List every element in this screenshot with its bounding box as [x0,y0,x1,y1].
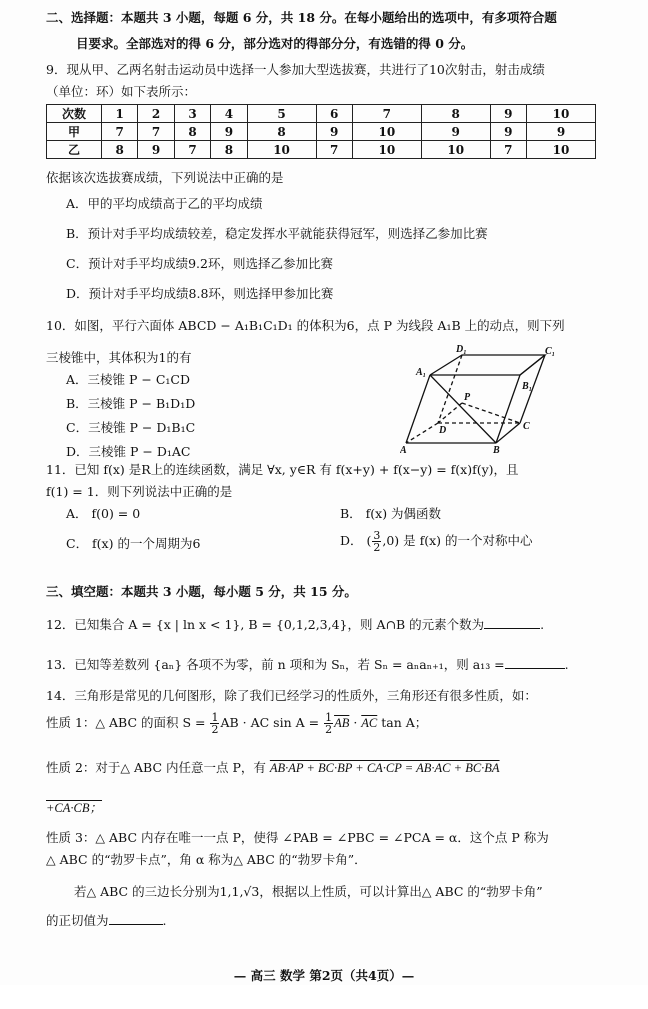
table-cell: 7 [138,123,174,141]
property-1-suffix: tan A； [381,715,428,730]
table-cell: 9 [421,123,490,141]
q14-end: . [162,913,167,928]
table-cell: 3 [174,105,210,123]
table-cell: 9 [490,105,526,123]
fraction-denominator: 2 [211,723,219,736]
q11-stem-cont: f(1) = 1．则下列说法中正确的是 [46,484,233,499]
table-cell: 7 [352,105,421,123]
table-row [47,123,596,141]
q9-option-a: A．甲的平均成绩高于乙的平均成绩 [66,196,263,211]
property-1-middle: AB · AC sin A = [220,715,320,730]
table-cell: 10 [421,141,490,159]
fraction-three-halves [372,530,381,553]
q10-option-b: B．三棱锥 P − B₁D₁D [66,396,196,411]
page-footer: — 高三 数学 第2页（共4页）— [233,968,415,983]
segment-pc-hidden [462,403,520,423]
fraction-numerator: 3 [373,529,381,542]
q12 [46,616,544,633]
q9-option-d: D．预计对手平均成绩8.8环，则选择甲参加比赛 [66,286,334,301]
q14-stem: 14．三角形是常见的几何图形，除了我们已经学习的性质外，三角形还有很多性质，如： [46,688,537,703]
table-cell: 8 [174,123,210,141]
table-cell: 9 [490,123,526,141]
table-cell: 9 [138,141,174,159]
q9-option-b: B．预计对手平均成绩较差，稳定发挥水平就能获得冠军，则选择乙参加比赛 [66,226,488,241]
property-1-prefix: 性质 1：△ ABC 的面积 S = [46,715,206,730]
label-p: P [464,392,471,403]
q11-option-c: C． f(x) 的一个周期为6 [66,536,201,551]
section3-heading: 三、填空题：本题共 3 小题，每小题 5 分，共 15 分。 [46,584,357,599]
q9-stem-cont: （单位：环）如下表所示： [46,84,197,99]
table-cell: 8 [211,141,247,159]
table-cell: 6 [316,105,352,123]
vector-ab: $\overline{AB}$ [334,716,350,730]
table-cell: 2 [138,105,174,123]
label-d1: D₁ [456,345,467,355]
top-face [430,355,545,375]
fraction-numerator: 1 [325,711,333,724]
q11-option-b: B． f(x) 为偶函数 [340,506,442,521]
fraction-one-half [210,712,219,735]
q9-stem: 9．现从甲、乙两名射击运动员中选择一人参加大型选拔赛，共进行了10次射击，射击成绩 [46,62,545,77]
table-cell: 9 [211,123,247,141]
q14-question-cont [46,912,167,929]
q14-answer-blank[interactable] [109,912,163,925]
fraction-one-half [324,712,333,735]
fraction-denominator: 2 [373,541,381,554]
q12-text: 12．已知集合 A = {x | ln x < 1}, B = {0,1,2,3,4}，则 A∩B 的元素个数为 [46,617,485,632]
vector-ac: $\overline{AC}$ [361,716,378,730]
q10-stem-cont: 三棱锥中，其体积为1的有 [46,350,192,365]
label-d: D [439,425,447,436]
table-row [47,141,596,159]
table-cell: 9 [527,123,596,141]
table-header-row [47,105,596,123]
q11-stem: 11．已知 f(x) 是R上的连续函数，满足 ∀x, y∈R 有 f(x+y) + f(x−y) = f(x)f(y)，且 [46,462,519,477]
q12-end: . [540,617,545,632]
score-table [46,104,596,159]
edge-a1a [406,375,430,443]
q14-question: 若△ ABC 的三边长分别为1,1,√3，根据以上性质，可以计算出△ ABC 的“勃罗卡角” [74,884,543,899]
q14-property-2-cont: +CA·CB； [46,801,103,815]
section2-heading: 二、选择题：本题共 3 小题，每题 6 分，共 18 分。在每小题给出的选项中，有多项符合题 [46,10,557,25]
table-cell: 次数 [47,105,102,123]
table-cell: 8 [247,123,316,141]
q9-lead: 依据该次选拔赛成绩，下列说法中正确的是 [46,170,284,185]
table-cell: 10 [527,141,596,159]
table-cell: 9 [316,123,352,141]
q13-end: . [564,657,569,672]
table-cell: 1 [102,105,138,123]
q12-answer-blank[interactable] [484,616,540,629]
fraction-numerator: 1 [211,711,219,724]
q10-option-c: C．三棱锥 P − D₁B₁C [66,420,196,435]
segment-pd-hidden [438,403,462,423]
q11-option-d [340,530,533,553]
table-cell: 8 [421,105,490,123]
q13 [46,656,569,673]
table-cell: 甲 [47,123,102,141]
label-b1: B₁ [522,381,533,392]
section2-heading-cont: 目要求。全部选对的得 6 分，部分选对的得部分分，有选错的得 0 分。 [76,36,474,51]
q14-property-3: 性质 3：△ ABC 内存在唯一一点 P，使得 ∠PAB = ∠PBC = ∠PCA = α．这个点 P 称为 [46,830,549,845]
q13-text: 13．已知等差数列 {aₙ} 各项不为零，前 n 项和为 Sₙ，若 Sₙ = aₙaₙ₊₁，则 a₁₃ = [46,657,505,672]
fraction-denominator: 2 [325,723,333,736]
q14-property-3-cont: △ ABC 的“勃罗卡点”，角 α 称为△ ABC 的“勃罗卡角”． [46,852,367,867]
table-cell: 8 [102,141,138,159]
q14-property-2 [46,760,500,776]
q11-option-d-suffix: ,0) 是 f(x) 的一个对称中心 [382,533,533,548]
table-cell: 4 [211,105,247,123]
q11-option-a: A． f(0) = 0 [66,506,141,521]
q10-option-d: D．三棱锥 P − D₁AC [66,444,191,459]
vector-equation: AB·AP + BC·BP + CA·CP = AB·AC + BC·BA [269,761,500,775]
table-cell: 10 [352,123,421,141]
q14-property-1: 性质 1：△ ABC 的面积 S = $\frac{1}{2}$ AB · AC sin A = $\frac{1}{2}$ $\overline{AB} \cdot \overline{AC}$ tan A； [46,711,428,736]
parallelepiped-figure [400,345,560,455]
q9-option-c: C．预计对手平均成绩9.2环，则选择乙参加比赛 [66,256,333,271]
q13-answer-blank[interactable] [505,656,565,669]
table-cell: 10 [247,141,316,159]
q14-question-text: 的正切值为 [46,913,109,928]
label-a1: A₁ [416,367,427,378]
label-b: B [493,445,500,455]
table-cell: 7 [490,141,526,159]
label-c1: C₁ [545,346,556,357]
label-c: C [523,421,530,432]
q10-option-a: A．三棱锥 P − C₁CD [66,372,190,387]
q10-stem: 10．如图，平行六面体 ABCD − A₁B₁C₁D₁ 的体积为6，点 P 为线段 A₁B 上的动点，则下列 [46,318,565,333]
q11-option-d-prefix: D． ( [340,533,372,548]
table-cell: 10 [352,141,421,159]
edge-da-hidden [406,423,438,443]
table-cell: 5 [247,105,316,123]
table-cell: 乙 [47,141,102,159]
label-a: A [400,445,407,455]
table-cell: 10 [527,105,596,123]
table-cell: 7 [316,141,352,159]
table-cell: 7 [174,141,210,159]
property-2-text: 性质 2：对于△ ABC 内任意一点 P，有 [46,760,266,775]
table-cell: 7 [102,123,138,141]
